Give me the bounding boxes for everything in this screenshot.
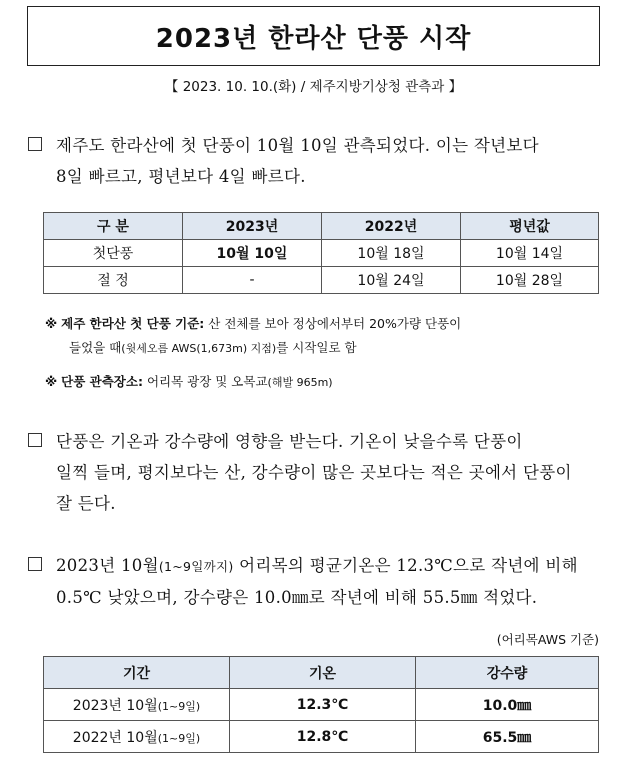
table-header: 기간 <box>44 657 230 689</box>
table-cell: 10월 18일 <box>322 240 461 267</box>
table-cell <box>44 689 230 721</box>
paragraph-weather-summary <box>28 550 608 613</box>
unit-note: (어리목AWS 기준) <box>496 632 599 647</box>
table-cell: 10.0㎜ <box>416 689 599 721</box>
para3-line2: 0.5℃ 낮았으며, 강수량은 10.0㎜로 작년에 비해 55.5㎜ 적었다. <box>56 588 538 607</box>
table-row <box>44 267 599 294</box>
note-small-text: (윗세오름 AWS(1,673m) 지점) <box>121 342 277 355</box>
weather-comparison-table <box>43 656 599 753</box>
checkbox-bullet-icon <box>28 557 42 571</box>
note-text: 들었을 때 <box>69 340 122 355</box>
table-row <box>44 721 599 753</box>
period-small-text: (1~9일) <box>157 731 201 745</box>
para2-line2: 일찍 들며, 평지보다는 산, 강수량이 많은 곳보다는 적은 곳에서 단풍이 <box>56 463 572 482</box>
checkbox-bullet-icon <box>28 433 42 447</box>
table-cell: 첫단풍 <box>44 240 183 267</box>
table-cell: 12.3℃ <box>230 689 416 721</box>
table-cell: 12.8℃ <box>230 721 416 753</box>
note-label: 제주 한라산 첫 단풍 기준: <box>61 316 205 331</box>
table-header-row <box>44 213 599 240</box>
foliage-date-table <box>43 212 599 294</box>
document-subtitle: 【 2023. 10. 10.(화) / 제주지방기상청 관측과 】 <box>164 79 463 95</box>
table-cell: 절 정 <box>44 267 183 294</box>
note-text: 를 시작일로 함 <box>276 340 357 355</box>
para3-line1-small: (1~9일까지) <box>158 559 234 574</box>
paragraph-first-foliage <box>28 130 608 192</box>
table-header: 평년값 <box>461 213 599 240</box>
table-cell: 10월 28일 <box>461 267 599 294</box>
table-cell: 10월 10일 <box>183 240 322 267</box>
document-title: 2023년 한라산 단풍 시작 <box>27 6 600 66</box>
table-cell <box>44 721 230 753</box>
paragraph-foliage-factors <box>28 426 608 519</box>
para3-line1-rest: 어리목의 평균기온은 12.3℃으로 작년에 비해 <box>239 556 578 575</box>
table-header: 기온 <box>230 657 416 689</box>
period-text: 2022년 10월 <box>72 729 158 746</box>
note-text: 산 전체를 보아 정상에서부터 20%가량 단풍이 <box>208 316 462 331</box>
note-text: 어리목 광장 및 오목교 <box>146 374 268 389</box>
note-label: 단풍 관측장소: <box>61 374 143 389</box>
table-cell: 10월 24일 <box>322 267 461 294</box>
para2-line3: 잘 든다. <box>56 494 116 513</box>
para3-line1: 2023년 10월 <box>56 556 159 575</box>
note-small-text: (해발 965m) <box>267 376 333 389</box>
note-mark: ※ <box>45 316 58 331</box>
table-header: 2023년 <box>183 213 322 240</box>
table-row <box>44 689 599 721</box>
table-row <box>44 240 599 267</box>
table-cell: - <box>183 267 322 294</box>
table-header: 강수량 <box>416 657 599 689</box>
note-mark: ※ <box>45 374 58 389</box>
table-cell: 65.5㎜ <box>416 721 599 753</box>
para1-line1: 제주도 한라산에 첫 단풍이 10월 10일 관측되었다. 이는 작년보다 <box>56 136 539 155</box>
para2-line1: 단풍은 기온과 강수량에 영향을 받는다. 기온이 낮을수록 단풍이 <box>56 432 523 451</box>
period-small-text: (1~9일) <box>157 699 201 713</box>
note-observation-site <box>45 370 605 395</box>
checkbox-bullet-icon <box>28 137 42 151</box>
table-cell: 10월 14일 <box>461 240 599 267</box>
table-header-row <box>44 657 599 689</box>
period-text: 2023년 10월 <box>72 697 158 714</box>
table-header: 구 분 <box>44 213 183 240</box>
table-header: 2022년 <box>322 213 461 240</box>
note-foliage-criteria <box>45 312 605 361</box>
para1-line2: 8일 빠르고, 평년보다 4일 빠르다. <box>56 167 306 186</box>
